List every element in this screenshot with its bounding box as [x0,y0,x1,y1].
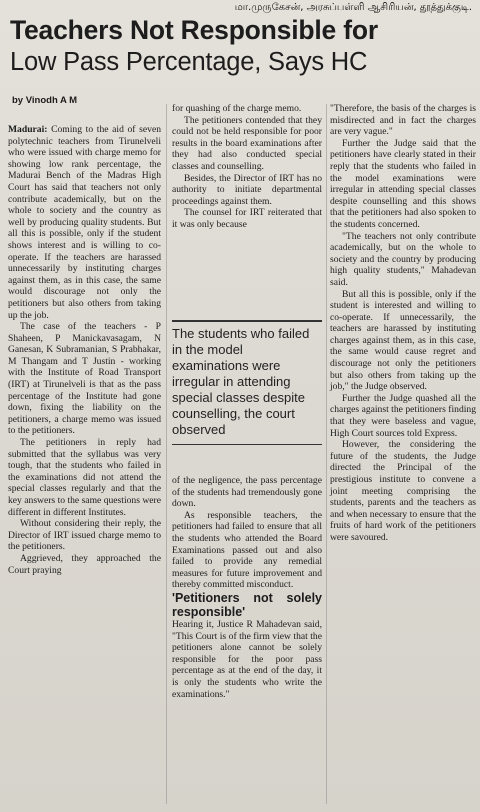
paragraph: Further the Judge quashed all the charges against the petitioners finding that they were baseless and vague, High Court sources told Express. [330,392,476,439]
headline-line-1: Teachers Not Responsible for [10,15,378,45]
byline: by Vinodh A M [12,95,78,106]
paragraph: "The teachers not only contribute academically, but on the whole to society and the country by producing high quality students," Mahadevan said. [330,230,476,288]
dateline: Madurai: [8,124,48,135]
paragraph: Besides, the Director of IRT has no authority to initiate departmental proceedings against them. [172,172,322,207]
column-divider [326,104,327,804]
paragraph: The case of the teachers - P Shaheen, P Manickavasagam, N Ganesan, K Subramanian, S Prabhakar, M Thangam and T Justin - working with the Institute of Road Transport (IRT) at Tirunelveli is that as the pass percentage of the Institute had gone down, fixing the liability on the petitioners, a charge memo was issued to the petitioners. [8,321,161,437]
paragraph: for quashing of the charge memo. [172,103,302,114]
image-caption: மா.முருகேசன், அரசுப்பள்ளி ஆசிரியன், தூத்துக்குடி. [234,2,472,13]
column-1 [8,124,161,576]
paragraph: However, the considering the future of the students, the Judge directed the Principal of the prestigious institute to convene a joint meeting comprising the students, parents and the teachers as and when necessary to ensure that the fruits of hard work of the petitioners were savoured. [330,439,476,543]
column-3 [330,103,476,544]
subheading: 'Petitioners not solely responsible' [172,590,322,619]
paragraph: But all this is possible, only if the student is interested and willing to co-operate. If unnecessarily, the teachers are harassed by instituting charges against them, as in this case, the same would cause regret and discourage not only the petitioners but also others from taking up the job," the Judge observed. [330,288,476,393]
paragraph: Further the Judge said that the petitioners have clearly stated in their reply that the students who failed in the model examinations were irregular in attending special classes despite counselling and this shows that the petitioners had also spoken to the students concerned. [330,137,476,230]
column-2-top [172,103,322,231]
paragraph: As responsible teachers, the petitioners had failed to ensure that all the students who attended the Board Examinations passed out and also failed to provide any remedial measures for future improvement and thereby committed misconduct. [172,509,322,591]
paragraph: Hearing it, Justice R Mahadevan said, "This Court is of the firm view that the petitioners alone cannot be solely responsible for the poor pass percentage as at the end of the day, it is only the students who write the examinations." [172,618,322,700]
paragraph: The counsel for IRT reiterated that it was only because [172,207,322,230]
paragraph: Aggrieved, they approached the Court praying [8,552,161,576]
paragraph: The petitioners contended that they could not be held responsible for poor results in the board examinations after they had also conducted special classes and counselling. [172,114,322,172]
paragraph: "Therefore, the basis of the charges is misdirected and in fact the charges are very vague." [330,103,476,138]
column-2-bottom [172,475,322,700]
lead-paragraph [8,124,161,321]
paragraph: of the negligence, the pass percentage of the students had tremendously gone down. [172,475,322,510]
pull-quote: The students who failed in the model examinations were irregular in attending special classes despite counselling, the court observed [172,320,322,445]
headline-line-2: Low Pass Percentage, Says HC [10,48,368,76]
column-divider [166,104,167,804]
paragraph: The petitioners in reply had submitted that the syllabus was very tough, that the students who failed in the examinations did not attend the special classes regularly and that the key answers to the same questions were different in different Institutes. [8,437,161,518]
headline [10,14,476,78]
lead-text: Coming to the aid of seven polytechnic teachers from Tirunelveli who were issued with charge memo for showing low rank percentage, the Madurai Bench of the Madras High Court has said that teachers not only contribute academically, but on the whole to society and the country as well by producing quality students. But all this is possible, only if the student shows interest and is willing to co-operate. If the teachers are harassed unnecessarily by instituting charges against them, as in this case, the same would discourage not only the petitioners but also others from taking up the job. [8,124,161,321]
paragraph: Without considering their reply, the Director of IRT issued charge memo to the petitioners. [8,518,161,553]
